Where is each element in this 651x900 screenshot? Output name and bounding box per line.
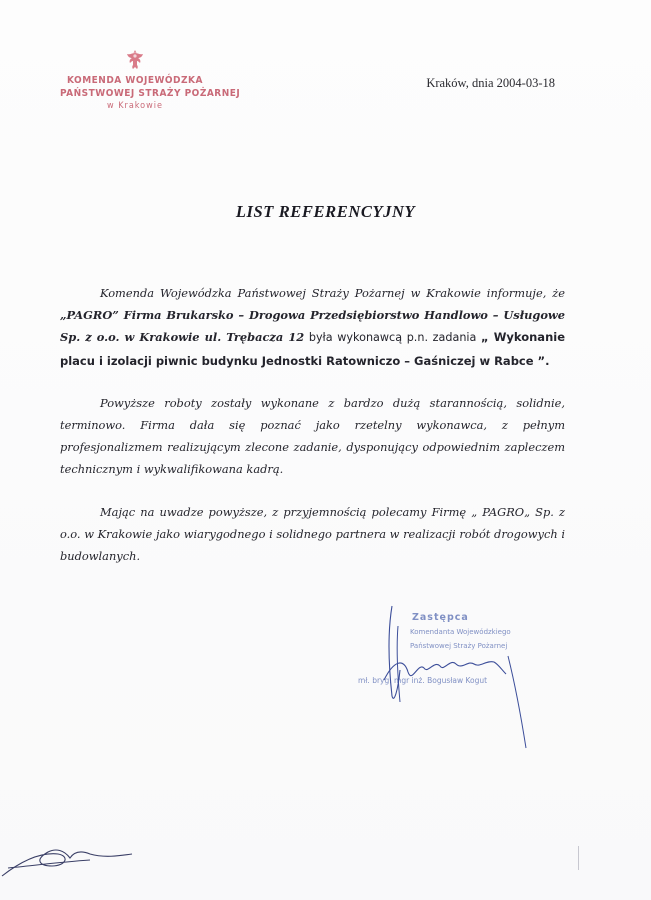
signature-stamp (348, 600, 528, 750)
stamp-line-3: w Krakowie (107, 101, 163, 111)
task-name: „ Wykonanie placu i izolacji piwnic budynku Jednostki Ratowniczo – Gaśniczej w Rabce ”. (60, 330, 565, 368)
scan-artifact (578, 846, 579, 870)
handwritten-signature (348, 600, 528, 750)
initials-signature (0, 832, 140, 882)
paragraph-2: Powyższe roboty zostały wykonane z bardzo dużą starannością, solidnie, terminowo. Firma dała się poznać jako rzetelny wykonawca, z pełnym profesjonalizmem realizującym zlecone zadanie, dysponujący odpowiednim zapleczem technicznym i wykwalifikowana kadrą. (60, 395, 565, 477)
stamp-line-1: KOMENDA WOJEWÓDZKA (67, 75, 203, 86)
document-title: LIST REFERENCYJNY (235, 202, 416, 221)
signature-stamp-role: Komendanta Wojewódzkiego (410, 628, 511, 636)
document-date: Kraków, dnia 2004-03-18 (426, 76, 555, 90)
signature-stamp-signatory: mł. bryg. mgr inż. Bogusław Kogut (358, 676, 488, 685)
eagle-emblem-icon (123, 48, 147, 72)
institution-stamp (60, 48, 241, 113)
signature-stamp-org: Państwowej Straży Pożarnej (410, 642, 508, 650)
stamp-line-2: PAŃSTWOWEJ STRAŻY POŻARNEJ (60, 88, 241, 99)
paragraph-3: Mając na uwadze powyższe, z przyjemnością polecamy Firmę „ PAGRO„ Sp. z o.o. w Krakowie jako wiarygodnego i solidnego partnera w realizacji robót drogowych i budowlanych. (60, 504, 565, 564)
p1-connector: była (304, 331, 338, 345)
company-name: „PAGRO” Firma Brukarsko – Drogowa Przedsiębiorstwo Handlowo – Usługowe Sp. z o.o. w Krakowie ul. Trębacza 12 (60, 308, 565, 345)
letter-body (60, 282, 565, 587)
p1-task-intro: wykonawcą p.n. zadania (337, 331, 482, 345)
signature-stamp-title: Zastępca (412, 612, 469, 623)
paragraph-1 (60, 282, 565, 372)
p1-intro: Komenda Wojewódzka Państwowej Straży Pożarnej w Krakowie informuje, że (100, 286, 565, 300)
